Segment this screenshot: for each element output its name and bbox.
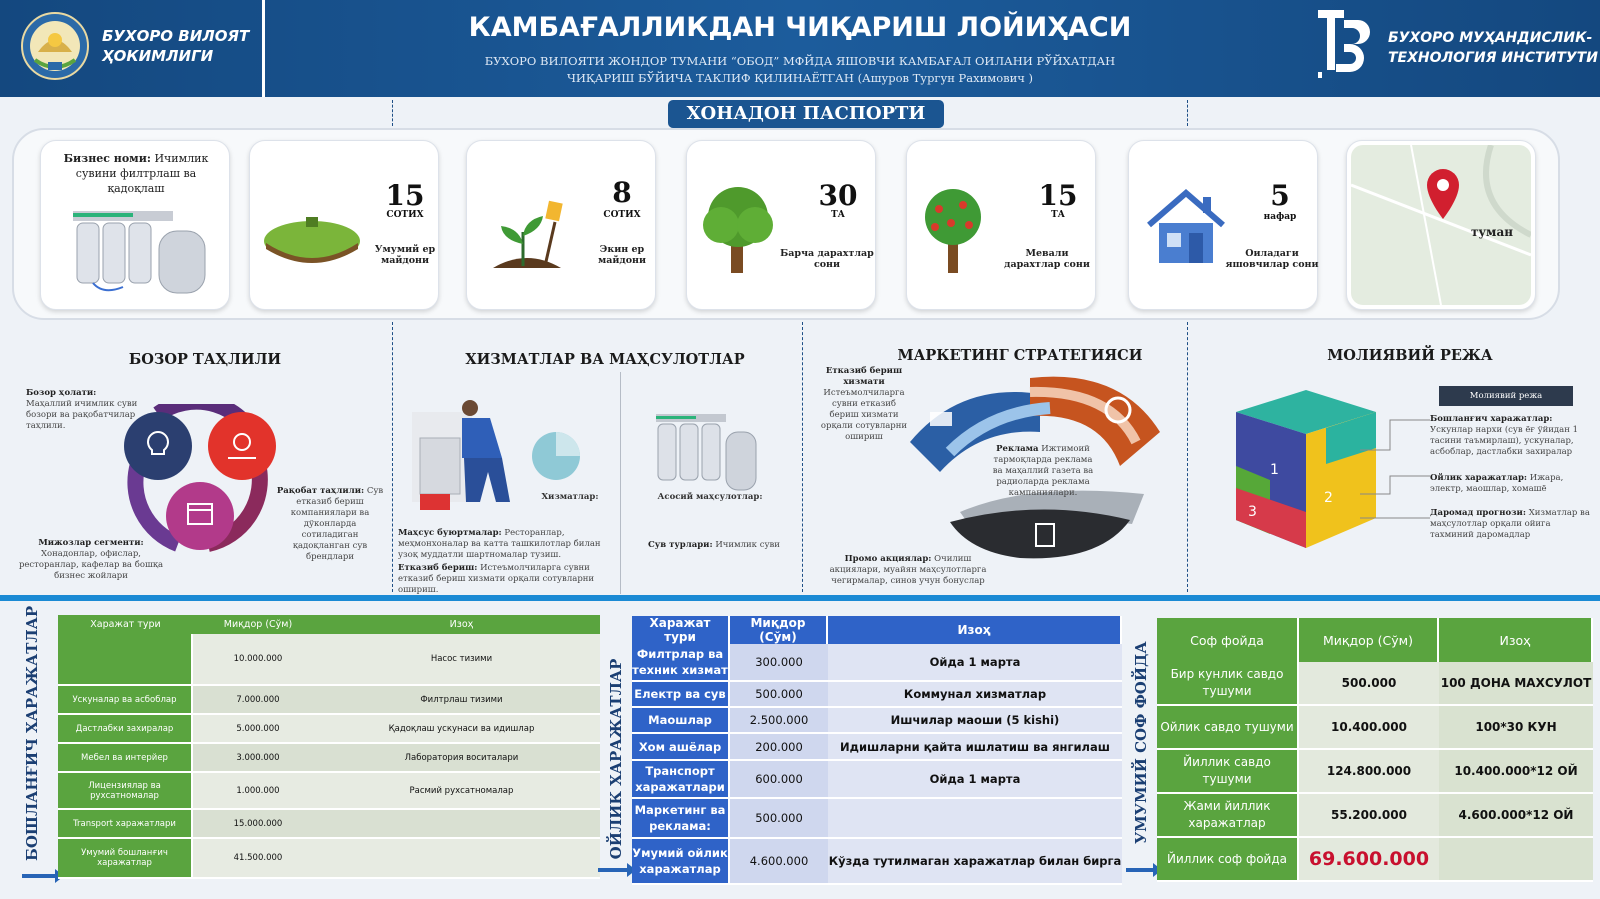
profit-vertical-label: УМУМИЙ СОФ ФОЙДА (1132, 641, 1150, 844)
marketing-promo (818, 554, 998, 587)
cost-note: Қадоқлаш ускунаси ва идишлар (323, 715, 600, 744)
services-title: ХИЗМАТЛАР ВА МАҲСУЛОТЛАР (465, 351, 745, 368)
monthly-vertical-label: ОЙЛИК ХАРАЖАТЛАР (607, 658, 625, 860)
market-state-label: Бозор ҳолати: (26, 388, 97, 398)
map-label: туман (1470, 225, 1514, 239)
services-delivery (398, 563, 618, 596)
dashed-separator (1187, 322, 1188, 592)
delivery-truck-icon (930, 412, 952, 426)
table-row (58, 810, 600, 839)
table-row (632, 644, 1122, 682)
card-unit: ТА (1050, 210, 1066, 220)
calendar-icon (166, 482, 234, 550)
marketing-promo-text: Очилиш акциялари, муайян маҳсулотларга чегирмалар, синов учун бонуслар (829, 554, 987, 586)
land-icon (262, 211, 362, 271)
finance-startup-text: Ускунлар нархи (сув ёғ ўйидан 1 тасини таъмирлаш), ускуналар, асбоблар, дастлабки захиралар (1430, 425, 1578, 457)
cost-amount: 500.000 (730, 682, 828, 708)
page-subtitle (300, 53, 1300, 87)
card-number: 15 (1038, 179, 1078, 212)
finance-tag: Молиявий режа (1439, 386, 1573, 406)
profit-type: Жами йиллик харажатлар (1157, 794, 1299, 838)
tree-icon (693, 181, 783, 277)
cost-amount: 500.000 (730, 799, 828, 839)
arrow-icon (1126, 868, 1154, 872)
market-segment-label: Мижозлар сегменти: (38, 538, 144, 548)
market-state (26, 388, 142, 432)
cost-amount: 7.000.000 (193, 686, 323, 715)
cost-amount: 5.000.000 (193, 715, 323, 744)
cost-note: Ойда 1 марта (828, 761, 1122, 799)
card-unit: СОТИХ (386, 210, 424, 220)
services-delivery-label: Етказиб бериш: (398, 563, 478, 573)
table-row (58, 715, 600, 744)
profit-note: 4.600.000*12 ОЙ (1439, 794, 1593, 838)
finance-title: МОЛИЯВИЙ РЕЖА (1327, 347, 1493, 364)
profit-amount: 10.400.000 (1299, 706, 1439, 750)
profit-note: 100*30 КУН (1439, 706, 1593, 750)
card-number: 5 (1270, 179, 1290, 212)
cost-amount: 15.000.000 (193, 810, 323, 839)
table-row (1157, 662, 1593, 706)
finance-connectors (1360, 414, 1432, 524)
services-delivery-text: Истеъмолчиларга сувни етказиб бериш хизмати орқали сотувларни ошириш. (398, 563, 595, 595)
passport-card-4 (906, 140, 1096, 310)
section-divider-bar (0, 595, 1600, 601)
org-right-line2: ТЕХНОЛОГИЯ ИНСТИТУТИ (1388, 50, 1598, 66)
business-name (51, 151, 221, 196)
table-row (1157, 706, 1593, 750)
card-caption: Умумий ер майдони (374, 244, 436, 266)
cost-amount: 200.000 (730, 734, 828, 761)
finance-monthly (1430, 473, 1590, 495)
table-header: Изоҳ (1439, 618, 1593, 662)
cost-type: Умумий бошланғич харажатлар (58, 839, 193, 879)
table-row (632, 734, 1122, 761)
card-caption: Оиладаги яшовчилар сони (1225, 248, 1319, 270)
table-row (58, 634, 600, 686)
cost-note: Ишчилар маоши (5 kishi) (828, 708, 1122, 734)
passport-card-3 (686, 140, 876, 310)
cost-type: Филтрлар ва техник хизмат (632, 644, 730, 682)
cube-number: 1 (1270, 462, 1279, 478)
market-cycle-diagram (118, 404, 280, 554)
cost-amount: 600.000 (730, 761, 828, 799)
profit-amount: 124.800.000 (1299, 750, 1439, 794)
cost-type: Умумий ойлик харажатлар (632, 839, 730, 885)
house-icon (1145, 187, 1227, 269)
cost-note: Ойда 1 марта (828, 644, 1122, 682)
profit-note: 10.400.000*12 ОЙ (1439, 750, 1593, 794)
table-header: Харажат тури (632, 616, 730, 644)
table-row (58, 744, 600, 773)
services-divider (620, 372, 621, 594)
money-hand-icon (208, 412, 276, 480)
table-row (58, 773, 600, 810)
business-label: Бизнес номи: (63, 152, 151, 165)
table-row (632, 839, 1122, 885)
market-title: БОЗОР ТАҲЛИЛИ (128, 351, 282, 368)
finance-income-text: Хизматлар ва маҳсулотлар орқали ойига тахминий даромадлар (1430, 508, 1590, 540)
passport-card-1 (249, 140, 439, 310)
dashed-separator (392, 100, 393, 126)
cost-note: Коммунал хизматлар (828, 682, 1122, 708)
table-header: Харажат тури (58, 615, 193, 634)
cost-note: Лаборатория воситалари (323, 744, 600, 773)
cost-type: Transport харажатлари (58, 810, 193, 839)
cost-type: Дастлабки захиралар (58, 715, 193, 744)
header-banner (0, 0, 1600, 97)
finance-income (1430, 508, 1590, 541)
sprout-icon (487, 196, 567, 276)
cost-amount: 10.000.000 (193, 634, 323, 686)
table-header: Соф фойда (1157, 618, 1299, 662)
products-caption: Асосий маҳсулотлар: (657, 492, 763, 502)
table-header: Миқдор (Сўм) (193, 615, 323, 634)
passport-card-5 (1128, 140, 1318, 310)
card-unit: ТА (830, 210, 846, 220)
passport-title: ХОНАДОН ПАСПОРТИ (668, 100, 944, 128)
cost-amount: 300.000 (730, 644, 828, 682)
product-filter-icon (650, 408, 760, 496)
org-right-line1: БУХОРО МУҲАНДИСЛИК- (1388, 30, 1593, 46)
card-unit: нафар (1263, 212, 1297, 222)
cost-note (323, 810, 600, 839)
map-card (1346, 140, 1536, 310)
finance-income-label: Даромад прогнози: (1430, 508, 1526, 518)
cost-type: Мебел ва интерйер (58, 744, 193, 773)
market-segment (16, 538, 166, 582)
cost-note: Кўзда тутилмаган харажатлар билан бирга (828, 839, 1122, 885)
finance-monthly-label: Ойлик харажатлар: (1430, 473, 1528, 483)
profit-type: Бир кунлик савдо тушуми (1157, 662, 1299, 706)
cost-amount: 41.500.000 (193, 839, 323, 879)
cost-note (323, 839, 600, 879)
services-orders (398, 528, 618, 561)
profit-type: Йиллик соф фойда (1157, 838, 1299, 882)
profit-note: 100 ДОНА МАХСУЛОТ (1439, 662, 1593, 706)
arrow-icon (22, 874, 56, 878)
card-number: 8 (612, 176, 632, 209)
dashed-separator (1187, 100, 1188, 126)
marketing-ads-text: Ижтимоий тармоқларда реклама ва маҳаллий газета ва радиоларда реклама кампаниялари. (992, 444, 1094, 498)
profit-type: Йиллик савдо тушуми (1157, 750, 1299, 794)
market-competitor-label: Рақобат таҳлили: (276, 486, 365, 496)
profit-type: Ойлик савдо тушуми (1157, 706, 1299, 750)
market-competitor (276, 486, 384, 563)
cost-note (828, 799, 1122, 839)
card-caption: Экин ер майдони (597, 244, 647, 266)
profit-note (1439, 838, 1593, 882)
cost-type: Хом ашёлар (632, 734, 730, 761)
water-types (648, 540, 798, 551)
cost-amount: 3.000.000 (193, 744, 323, 773)
table-row (1157, 838, 1593, 882)
table-header: Миқдор (Сўм) (1299, 618, 1439, 662)
table-row (1157, 750, 1593, 794)
passport-card-2 (466, 140, 656, 310)
fruit-tree-icon (915, 185, 991, 275)
marketing-ads-label: Реклама (996, 444, 1039, 454)
table-row (1157, 794, 1593, 838)
org-left-name (102, 26, 252, 66)
orders-label: Маҳсус буюртмалар: (398, 528, 502, 538)
cost-type (58, 634, 193, 686)
cost-type: Маошлар (632, 708, 730, 734)
table-row (632, 799, 1122, 839)
table-row (58, 686, 600, 715)
finance-monthly-text: Ижара, электр, маошлар, хомашё (1430, 473, 1564, 494)
net-profit-amount: 69.600.000 (1299, 838, 1439, 882)
market-competitor-text: Сув етказиб бериш компаниялари ва дўконларда сотиладиган қадоқланган сув брендлари (290, 486, 384, 562)
subtitle-line2: ЧИҚАРИШ БЎЙИЧА ТАКЛИФ ҚИЛИНАЁТГАН (Ашуров Тургун Рахимович ) (566, 71, 1034, 85)
marketing-ads (988, 444, 1098, 499)
org-left-line1: БУХОРО ВИЛОЯТ (102, 27, 250, 45)
cost-note: Идишларни қайта ишлатиш ва янгилаш (828, 734, 1122, 761)
finance-startup (1430, 414, 1590, 458)
cost-note: Расмий рухсатномалар (323, 773, 600, 810)
table-row (632, 708, 1122, 734)
profit-amount: 500.000 (1299, 662, 1439, 706)
cube-number: 2 (1324, 490, 1333, 506)
table-header: Изоҳ (323, 615, 600, 634)
business-card (40, 140, 230, 310)
card-caption: Барча дарахтлар сони (780, 248, 874, 270)
dashed-separator (802, 322, 803, 592)
marketing-delivery-text: Истеъмолчиларга сувни етказиб бериш хизмати орқали сотувларни ошириш (820, 388, 908, 442)
water-types-text: Ичимлик суви (715, 540, 780, 550)
net-profit-table (1157, 618, 1593, 882)
org-right-name (1388, 28, 1598, 68)
marketing-delivery-label: Етказиб бериш хизмати (825, 366, 903, 387)
org-left-line2: ҲОКИМЛИГИ (102, 47, 214, 65)
cost-type: Ускуналар ва асбоблар (58, 686, 193, 715)
marketing-title: МАРКЕТИНГ СТРАТЕГИЯСИ (897, 347, 1143, 364)
card-number: 30 (818, 179, 858, 212)
startup-vertical-label: БОШЛАНҒИЧ ХАРАЖАТЛАР (23, 605, 41, 861)
finance-startup-label: Бошланғич харажатлар: (1430, 414, 1553, 424)
dashed-separator (392, 322, 393, 592)
table-row (632, 761, 1122, 799)
header-divider (262, 0, 265, 97)
services-caption: Хизматлар: (541, 492, 599, 502)
monthly-costs-table (632, 616, 1122, 885)
marketing-delivery (818, 366, 910, 443)
business-text: Ичимлик сувини филтрлаш ва қадоқлаш (75, 152, 209, 195)
cube-number: 3 (1248, 504, 1257, 520)
subtitle-line1: БУХОРО ВИЛОЯТИ ЖОНДОР ТУМАНИ “ОБОД” МФЙДА ЯШОВЧИ КАМБАҒАЛ ОИЛАНИ РЎЙХАТДАН (484, 54, 1116, 68)
water-types-label: Сув турлари: (648, 540, 713, 550)
page-title: КАМБАҒАЛЛИКДАН ЧИҚАРИШ ЛОЙИҲАСИ (468, 12, 1132, 43)
arrow-icon (598, 868, 628, 872)
cost-type: Транспорт харажатлари (632, 761, 730, 799)
cost-type: Лицензиялар ва рухсатномалар (58, 773, 193, 810)
market-state-text: Маҳаллий ичимлик суви бозори ва рақобатчилар таҳлили. (26, 399, 138, 431)
cost-amount: 2.500.000 (730, 708, 828, 734)
cost-type: Маркетинг ва реклама: (632, 799, 730, 839)
cost-amount: 1.000.000 (193, 773, 323, 810)
cost-note: Насос тизими (323, 634, 600, 686)
startup-costs-table (58, 615, 600, 879)
market-segment-text: Хонадонлар, офислар, ресторанлар, кафелар ва бошқа бизнес жойлари (18, 549, 164, 581)
orders-text: Ресторанлар, меҳмонхоналар ва катта ташкилотлар билан узоқ муддатли шартномалар тузиш. (398, 528, 601, 560)
state-emblem-icon (20, 10, 90, 82)
table-header: Миқдор (Сўм) (730, 616, 828, 644)
water-filter-icon (63, 201, 213, 301)
institute-logo-icon (1314, 6, 1380, 82)
profit-amount: 55.200.000 (1299, 794, 1439, 838)
table-header: Изоҳ (828, 616, 1122, 644)
table-row (632, 682, 1122, 708)
card-caption: Мевали дарахтлар сони (1004, 248, 1090, 270)
marketing-promo-label: Промо акциялар: (844, 554, 932, 564)
cost-type: Електр ва сув (632, 682, 730, 708)
card-number: 15 (385, 179, 425, 212)
table-row (58, 839, 600, 879)
card-unit: СОТИХ (603, 210, 641, 220)
cost-amount: 4.600.000 (730, 839, 828, 885)
cost-note: Филтрлаш тизими (323, 686, 600, 715)
